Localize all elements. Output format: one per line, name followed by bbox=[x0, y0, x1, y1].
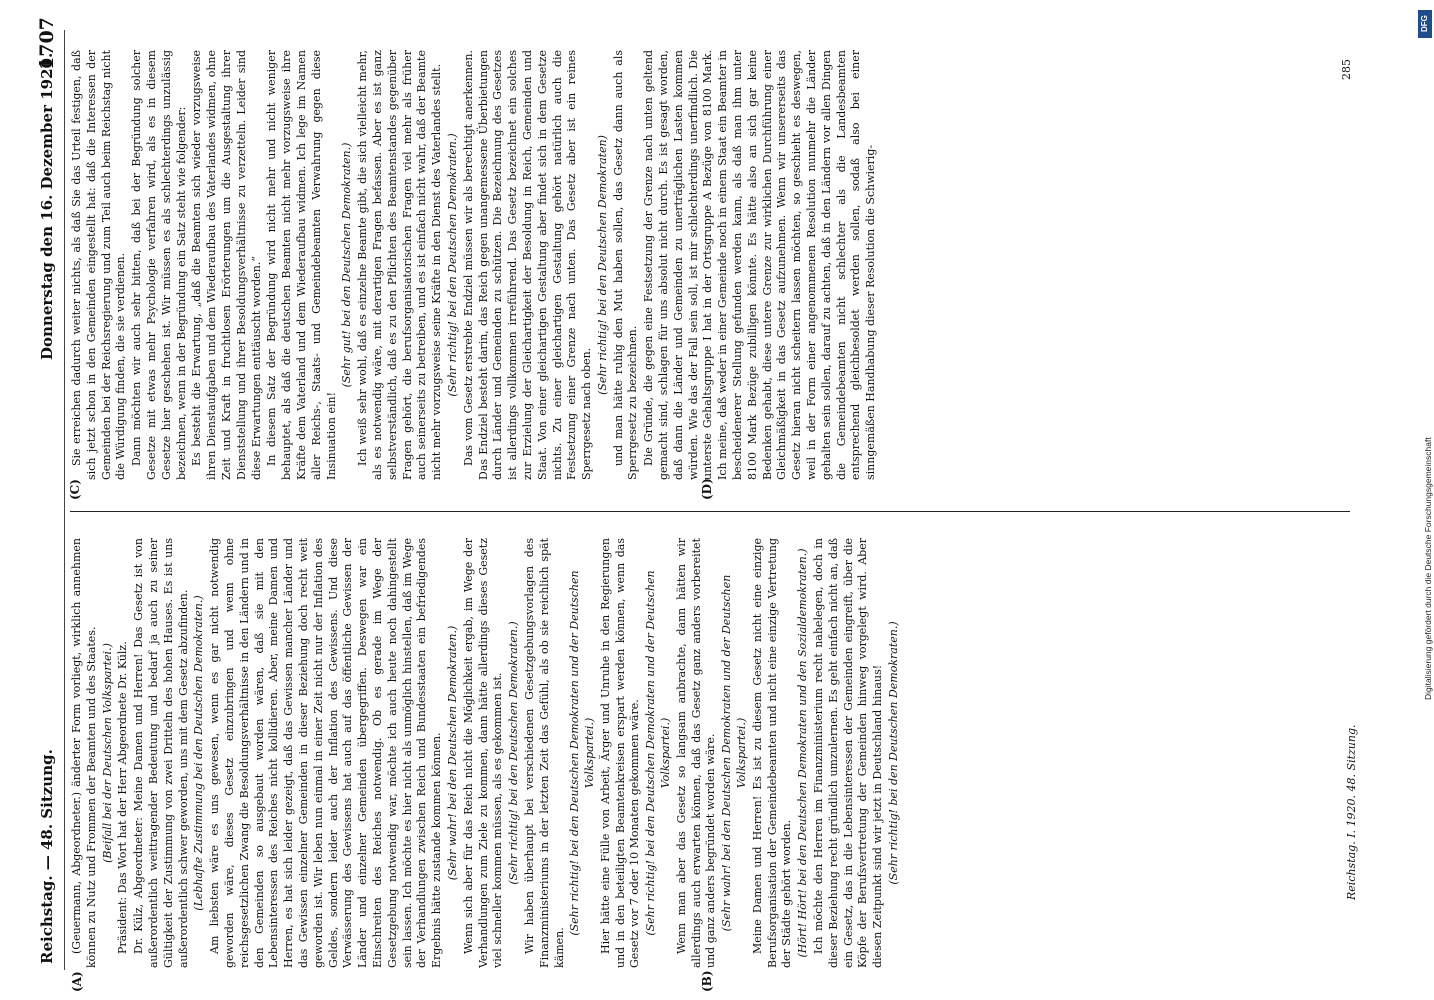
paragraph: Präsident: Das Wort hat der Herr Abgeordnete Dr. Külz. bbox=[116, 641, 130, 954]
margin-marker-d: (D) bbox=[700, 478, 714, 500]
margin-marker-a: (A) bbox=[70, 971, 84, 992]
paragraph: In diesem Satz der Begründung wird nicht mehr und nicht weniger behauptet, als daß die deutschen Beamten nicht mehr vorzugsweise ihre Kräfte dem Vaterland und dem Wiederaufbau widmen. Ich lege im Namen aller Reichs-, Staats- und Gemeindebeamten Verwahrung gegen diese Insinuation ein! bbox=[265, 50, 338, 480]
stage-direction: (Sehr wahr! bei den Deutschen Demokraten.) bbox=[445, 625, 459, 881]
stage-direction: (Sehr richtig! bei den Deutschen Demokraten.) bbox=[507, 621, 521, 885]
paragraph: Wenn man aber das Gesetz so langsam anbrachte, dann hätten wir allerdings auch erwarten können, daß das Gesetz ganz anders vorbereitet und ganz anders begründet worden wäre. bbox=[674, 538, 718, 968]
credit-line: Digitalisierung gefördert durch die Deutsche Forschungsgemeinschaft bbox=[1423, 437, 1433, 700]
paragraph: Meine Damen und Herren! Es ist zu diesem Gesetz nicht eine einzige Berufsorganisation der Gemeindebeamten und nicht eine einzige Vertretung der Städte gehört worden. bbox=[750, 538, 794, 968]
margin-marker-c: (C) bbox=[68, 479, 82, 500]
stage-direction: (Sehr richtig! bei den Deutschen Demokraten.) bbox=[887, 621, 901, 885]
paragraph: und man hätte ruhig den Mut haben sollen, das Gesetz dann auch als Sperrgesetz zu bezeichnen. bbox=[611, 50, 640, 480]
paragraph: Das vom Gesetz erstrebte Endziel müssen wir als berechtigt anerkennen. Das Endziel besteht darin, das Reich gegen unangemessene Überbietungen durch Länder und Gemeinden zu schützen. Die Bezeichnung des Gesetzes ist allerdings vollkommen irreführend. Das Gesetz bezeichnet ein solches zur Erzielung der Gleichartigkeit der Besoldung in Reich, Gemeinden und Staat. Von einer gleichartigen Gestaltung aber findet sich in dem Gesetze nichts. Zu einer gleichartigen Gestaltung gehört natürlich auch die Festsetzung einer Grenze nach unten. Das Gesetz aber ist ein reines Sperrgesetz nach oben. bbox=[461, 50, 594, 480]
margin-marker-b: (B) bbox=[700, 970, 714, 992]
paragraph: Es besteht die Erwartung, „daß die Beamten sich wieder vorzugsweise ihren Dienstaufgaben und dem Wiederaufbau des Vaterlandes widmen, ohne Zeit und Kraft in fruchtlosen Erörterungen um die Ausgestaltung ihrer Dienststellung und ihrer Besoldungsverhältnisse zu verzetteln. Leider sind diese Erwartungen enttäuscht worden.“ bbox=[190, 50, 263, 480]
stage-direction: (Hört! Hört! bei den Deutschen Demokraten und den Sozialdemokraten.) bbox=[796, 548, 810, 958]
paragraph: Dann möchten wir auch sehr bitten, daß bei der Begründung solcher Gesetze mit etwas mehr Psychologie verfahren wird, als es in diesem Gesetze hier geschehen ist. Wir müssen es als schlechterdings unzulässig bezeichnen, wenn in der Begründung ein Satz steht wie folgender: bbox=[130, 50, 188, 480]
sheet-number: 285 bbox=[1340, 59, 1353, 80]
stage-direction: (Lebhafte Zustimmung bei den Deutschen Demokraten.) bbox=[192, 595, 206, 911]
paragraph: (Geuermann, Abgeordneter.) änderter Form vorliegt, wirklich annehmen können zu Nutz und Frommen der Beamten und des Staates. bbox=[70, 538, 98, 968]
left-column bbox=[70, 538, 1360, 968]
stage-direction: (Sehr richtig! bei den Deutschen Demokraten.) bbox=[445, 133, 459, 397]
paragraph: Dr. Külz, Abgeordneter: Meine Damen und Herren! Das Gesetz ist von außerordentlich weittragender Bedeutung und bedarf ja auch zu seiner Gültigkeit der Zustimmung von zwei Dritteln des hohen Hauses. Es ist uns außerordentlich schwer geworden, uns mit dem Gesetz abzufinden. bbox=[132, 538, 190, 968]
paragraph: Hier hätte eine Fülle von Arbeit, Ärger und Unruhe in den Regierungen und in den beteiligten Beamtenkreisen erspart werden können, wenn das Gesetz vor 7 oder 10 Monaten gekommen wäre. bbox=[598, 538, 642, 968]
stage-direction: (Beifall bei der Deutschen Volkspartei.) bbox=[100, 643, 114, 863]
right-column bbox=[70, 50, 1360, 480]
paragraph: Die Gründe, die gegen eine Festsetzung der Grenze nach unten geltend gemacht sind, schlagen für uns absolut nicht durch. Es ist gesagt worden, daß dann die Länder und Gemeinden zu unerträglichen Lasten kommen würden. Wie das der Fall sein soll, ist mir schlechterdings unerfindlich. Die unterste Gehaltsgruppe I hat in der Ortsgruppe A Bezüge von 8100 Mark. Ich meine, daß weder in einer Gemeinde noch in einem Staat ein Beamter in bescheidenerer Stellung gefunden werden kann, als daß man ihm unter 8100 Mark Bezüge zubilligen könnte. Es hätte also an sich gar keine Bedenken gehabt, diese untere Grenze zur wirklichen Durchführung einer Gleichmäßigkeit in das Gesetz aufzunehmen. Wenn wir unsererseits das Gesetz hieran nicht scheitern lassen möchten, so geschieht es deswegen, weil in der Form einer angenommenen Resolution nunmehr die Länder gehalten sein sollen, darauf zu achten, daß in den Ländern vor allen Dingen die Gemeindebeamten nicht schlechter als die Landesbeamten entsprechend gleichbesoldet werden sollen, sodaß also bei einer sinngemäßen Handhabung dieser Resolution die Schwierig- bbox=[642, 50, 878, 480]
stage-direction: (Sehr gut! bei den Deutschen Demokraten.) bbox=[340, 142, 354, 388]
paragraph: Ich möchte den Herren im Finanzministerium recht nahelegen, doch in dieser Beziehung recht gründlich umzulernen. Es geht einfach nicht an, daß ein Gesetz, das in die Lebensinteressen der Gemeinden eingreift, über die Köpfe der Berufsvertretung der Gemeinden hinweg vorgelegt wird. Aber diesen Zeitpunkt sind wir jetzt in Deutschland hinaus! bbox=[812, 538, 885, 968]
running-head-left: Reichstag. — 48. Sitzung. bbox=[38, 749, 56, 964]
paragraph: Sie erreichen dadurch weiter nichts, als daß Sie das Urteil festigen, daß sich jetzt schon in den Gemeinden eingestellt hat: daß die Interessen der Gemeinden bei der Reichsregierung und zum Teil auch beim Reichstag nicht die Würdigung finden, die sie verdienen. bbox=[70, 50, 128, 480]
paragraph: Ich weiß sehr wohl, daß es einzelne Beamte gibt, die sich vielleicht mehr, als es notwendig wäre, mit derartigen Fragen befassen. Aber es ist ganz selbstverständlich, daß es zu den Pflichten des Beamtenstandes gegenüber Fragen gehört, die berufsorganisatorischen Fragen viel mehr als früher auch seinerseits zu betreiben, und es ist einfach nicht wahr, daß der Beamte nicht mehr vorzugsweise seine Kräfte in den Dienst des Vaterlandes stellt. bbox=[356, 50, 444, 480]
paragraph: Wir haben überhaupt bei verschiedenen Gesetzgebungsvorlagen des Finanzministeriums in der letzten Zeit das Gefühl, als ob sie reichlich spät kämen. bbox=[522, 538, 566, 968]
paragraph: Am liebsten wäre es uns gewesen, wenn es gar nicht notwendig geworden wäre, dieses Gesetz einzubringen und wenn ohne reichsgesetzlichen Zwang die Besoldungsverhältnisse in den Ländern und in den Gemeinden so ausgebaut worden wären, daß sie mit den Lebensinteressen des Reiches nicht kollidieren. Aber, meine Damen und Herren, es hat sich leider gezeigt, daß das Gewissen mancher Länder und das Gewissen einzelner Gemeinden in dieser Beziehung doch recht weit geworden ist. Wir leben nun einmal in einer Zeit nicht nur der Inflation des Geldes, sondern leider auch der Inflation des Gewissens. Und diese Verwässerung des Gewissens hat auch auf das öffentliche Gewissen der Länder und einzelner Gemeinden übergegriffen. Deswegen war ein Einschreiten des Reiches notwendig. Ob es gerade im Wege der Gesetzgebung notwendig war, möchte ich auch heute noch dahingestellt sein lassen. Ich möchte es hier nicht als unmöglich hinstellen, daß im Wege der Verhandlungen zwischen Reich und Bundesstaaten ein befriedigendes Ergebnis hätte zustande kommen können. bbox=[208, 538, 444, 968]
running-head-right: Donnerstag den 16. Dezember 1920. bbox=[38, 52, 56, 360]
header-rule bbox=[64, 30, 65, 970]
stage-direction: (Sehr richtig! bei den Deutschen Demokraten und der Deutschen Volkspartei.) bbox=[568, 570, 597, 936]
stage-direction: (Sehr richtig! bei den Deutschen Demokraten und der Deutschen Volkspartei.) bbox=[644, 570, 673, 936]
footer-left: Reichstag. I. 1920. 48. Sitzung. bbox=[1345, 724, 1358, 900]
column-divider bbox=[70, 511, 1350, 512]
stage-direction: (Sehr richtig! bei den Deutschen Demokraten) bbox=[595, 135, 609, 395]
page-number: 1707 bbox=[36, 17, 58, 70]
dfg-logo: DFG bbox=[1418, 10, 1432, 38]
paragraph: Wenn sich aber für das Reich nicht die Möglichkeit ergab, im Wege der Verhandlungen zum Ziele zu kommen, dann hätte allerdings dieses Gesetz viel schneller kommen müssen, als es gekommen ist. bbox=[461, 538, 505, 968]
stage-direction: (Sehr wahr! bei den Deutschen Demokraten und der Deutschen Volkspartei.) bbox=[720, 574, 749, 932]
